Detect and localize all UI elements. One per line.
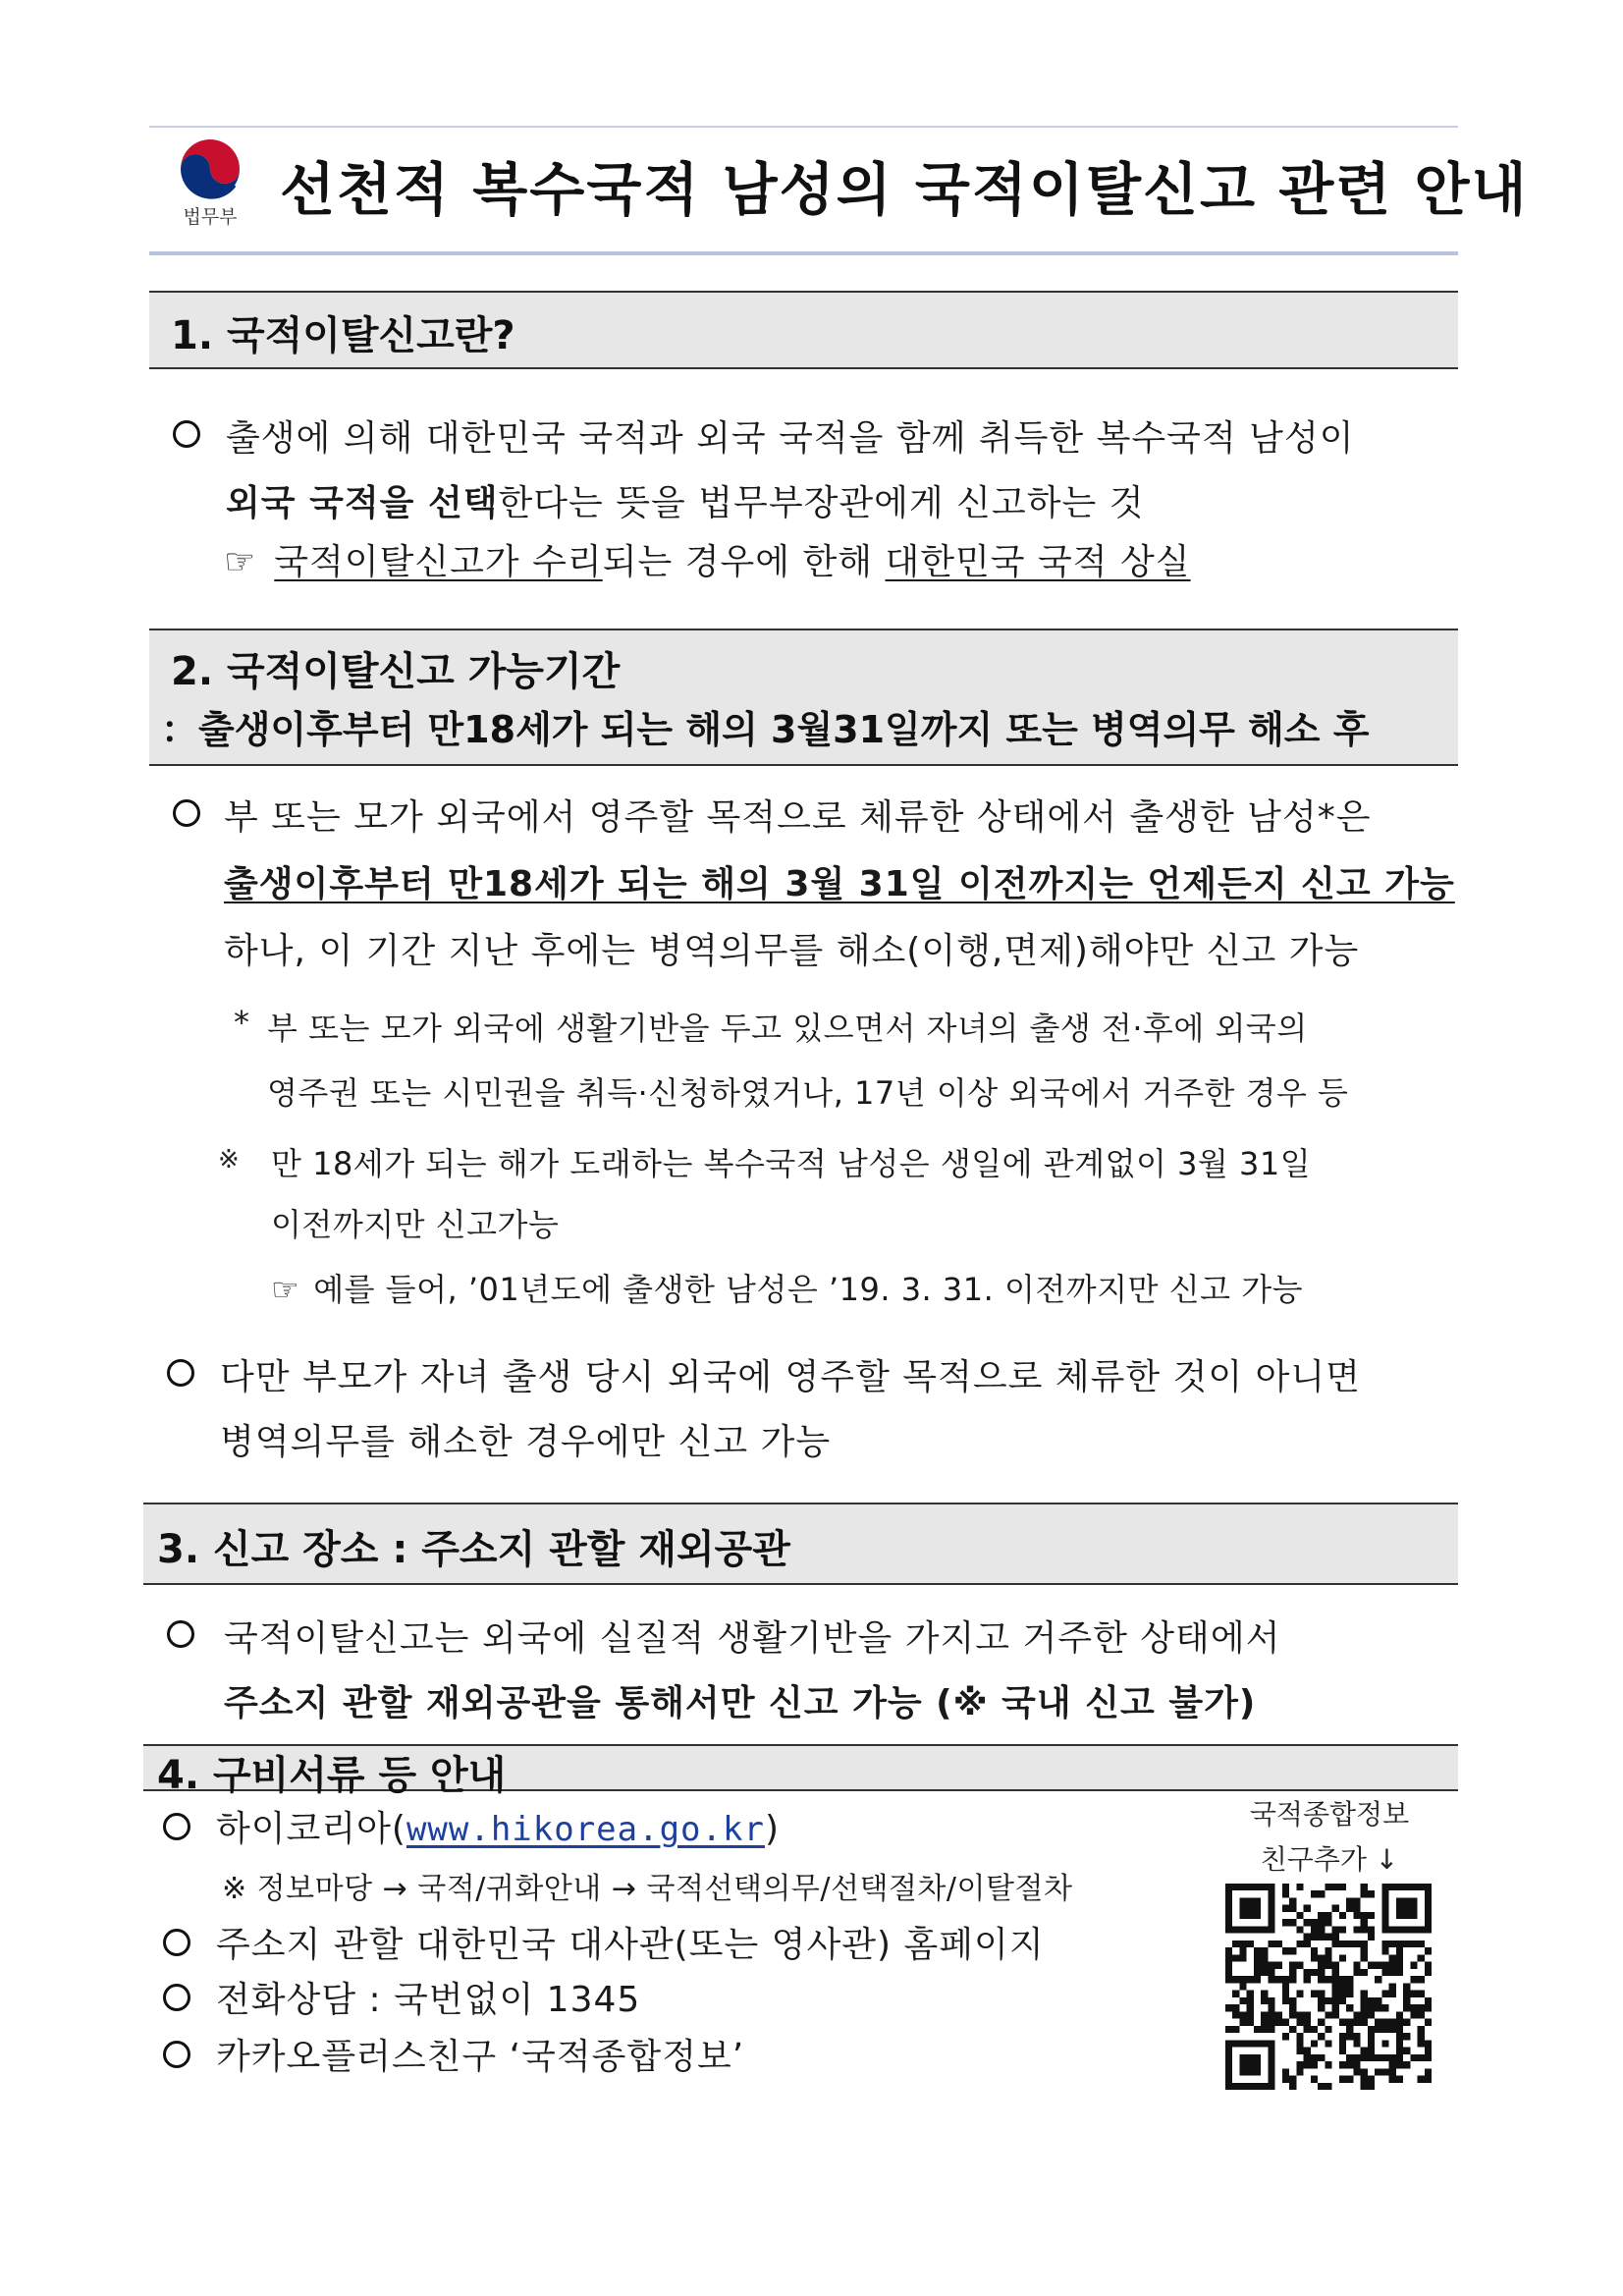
s2-line-5: 병역의무를 해소한 경우에만 신고 가능 xyxy=(220,1422,832,1462)
section-2-heading: 2. 국적이탈신고 가능기간 xyxy=(171,649,621,694)
section-1-heading: 1. 국적이탈신고란? xyxy=(171,313,515,358)
s2-note-1: 부 또는 모가 외국에 생활기반을 두고 있으면서 자녀의 출생 전·후에 외국의 xyxy=(267,1010,1308,1047)
s2-example: ☞ 예를 들어, ’01년도에 출생한 남성은 ’19. 3. 31. 이전까지만 신고 가능 xyxy=(271,1271,1304,1308)
s3-line-1: 국적이탈신고는 외국에 실질적 생활기반을 가지고 거주한 상태에서 xyxy=(224,1618,1281,1659)
section-2-bar xyxy=(149,629,1458,766)
s1-line-2 xyxy=(226,475,1144,525)
s2-asterisk-mark: * xyxy=(234,1004,250,1041)
s2-line-2: 출생이후부터 만18세가 되는 해의 3월 31일 이전까지는 언제든지 신고 가능 xyxy=(224,864,1455,904)
s1-line-3 xyxy=(224,534,1191,584)
taegeuk-emblem-icon xyxy=(175,136,245,200)
ministry-name: 법무부 xyxy=(183,206,238,228)
qr-caption-2: 친구추가 ↓ xyxy=(1260,1843,1399,1876)
s1-line-2-bold: 외국 국적을 선택 xyxy=(226,483,499,523)
s2-line-4: 다만 부모가 자녀 출생 당시 외국에 영주할 목적으로 체류한 것이 아니면 xyxy=(220,1357,1361,1397)
s2-note-3: 만 18세가 되는 해가 도래하는 복수국적 남성은 생일에 관계없이 3월 31일 xyxy=(271,1145,1312,1182)
qr-caption-1: 국적종합정보 xyxy=(1249,1798,1410,1831)
bullet-circle xyxy=(173,420,200,448)
qr-code-icon[interactable] xyxy=(1225,1884,1432,2090)
s2-note-2: 영주권 또는 시민권을 취득·신청하였거나, 17년 이상 외국에서 거주한 경우 등 xyxy=(267,1074,1349,1112)
pointing-hand-icon: ☞ xyxy=(271,1271,300,1308)
section-3-bar xyxy=(143,1503,1458,1585)
bullet-circle xyxy=(163,2041,190,2068)
page-title: 선천적 복수국적 남성의 국적이탈신고 관련 안내 xyxy=(280,156,1529,223)
s4-line-3: 주소지 관할 대한민국 대사관(또는 영사관) 홈페이지 xyxy=(216,1925,1045,1965)
bullet-circle xyxy=(167,1620,194,1648)
bullet-circle xyxy=(167,1359,194,1387)
s1-line-3-underlined-1: 국적이탈신고가 수리 xyxy=(274,542,603,582)
section-3-heading: 3. 신고 장소 : 주소지 관할 재외공관 xyxy=(157,1527,790,1572)
s2-line-3: 하나, 이 기간 지난 후에는 병역의무를 해소(이행,면제)해야만 신고 가능 xyxy=(224,931,1360,971)
section-2-subheading: ：출생이후부터 만18세가 되는 해의 3월31일까지 또는 병역의무 해소 후 xyxy=(161,708,1370,751)
bullet-circle xyxy=(173,799,200,827)
s4-line-4: 전화상담 : 국번없이 1345 xyxy=(216,1980,641,2020)
pointing-hand-icon: ☞ xyxy=(224,542,257,582)
bullet-circle xyxy=(163,1929,190,1956)
s1-line-1: 출생에 의해 대한민국 국적과 외국 국적을 함께 취득한 복수국적 남성이 xyxy=(226,418,1355,459)
section-4-bar xyxy=(143,1744,1458,1798)
hikorea-link[interactable]: www.hikorea.go.kr xyxy=(406,1810,765,1849)
section-4-heading: 4. 구비서류 등 안내 xyxy=(157,1753,507,1798)
s4-line-5: 카카오플러스친구 ‘국적종합정보’ xyxy=(216,2037,745,2077)
s1-line-3-mid: 되는 경우에 한해 xyxy=(602,542,886,582)
section-1-bar xyxy=(149,291,1458,369)
header-rule-top xyxy=(149,126,1458,128)
s1-line-3-underlined-2: 대한민국 국적 상실 xyxy=(885,542,1191,582)
bullet-circle xyxy=(163,1984,190,2011)
header-rule-bottom xyxy=(149,251,1458,255)
bullet-circle xyxy=(163,1813,190,1840)
reference-mark-icon: ※ xyxy=(218,1145,240,1175)
s2-note-4: 이전까지만 신고가능 xyxy=(271,1206,560,1243)
s1-line-2-rest: 한다는 뜻을 법무부장관에게 신고하는 것 xyxy=(498,483,1145,523)
s2-line-1: 부 또는 모가 외국에서 영주할 목적으로 체류한 상태에서 출생한 남성*은 xyxy=(224,797,1372,838)
ministry-logo xyxy=(175,136,245,234)
s3-line-2: 주소지 관할 재외공관을 통해서만 신고 가능 (※ 국내 신고 불가) xyxy=(224,1683,1257,1723)
s4-line-1: 하이코리아(www.hikorea.go.kr) xyxy=(216,1809,780,1849)
s4-line-2: ※ 정보마당 → 국적/귀화안내 → 국적선택의무/선택절차/이탈절차 xyxy=(222,1872,1073,1906)
